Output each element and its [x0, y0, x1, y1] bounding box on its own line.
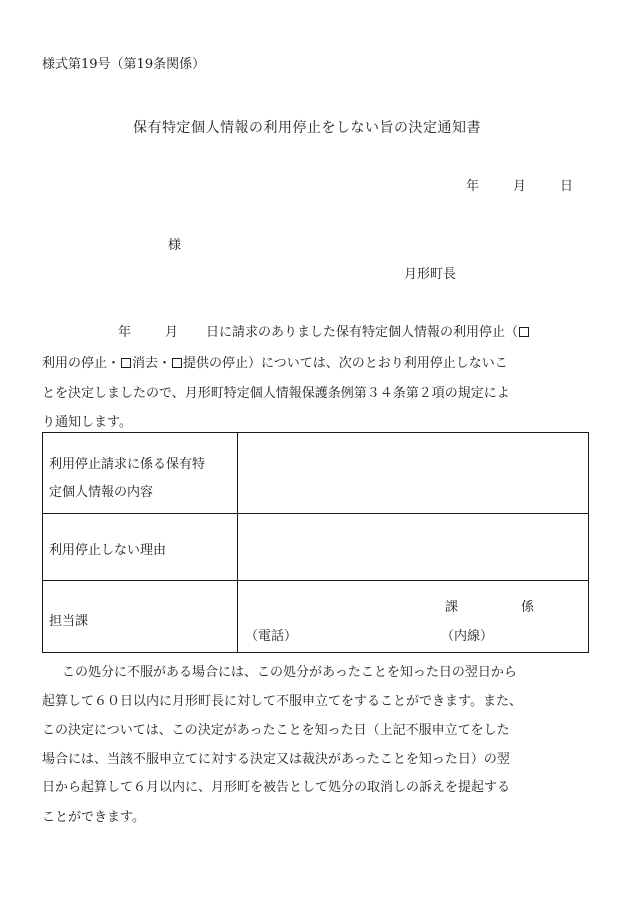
extension-label: （内線） — [441, 629, 494, 644]
date-day-label: 日 — [560, 179, 574, 194]
staff-label: 係 — [521, 600, 535, 615]
table-column-divider — [237, 433, 238, 652]
table-row-divider-1 — [43, 513, 588, 514]
row3-label: 担当課 — [49, 614, 89, 629]
intro-month-label: 月 — [165, 325, 179, 340]
option-provision-stop-label: 提供の停止）については、次のとおり利用停止しないこ — [183, 356, 508, 371]
form-number: 様式第19号（第19条関係） — [42, 57, 206, 72]
addressee-suffix: 様 — [168, 238, 182, 253]
intro-line-2 — [42, 352, 508, 371]
table-row-divider-2 — [43, 580, 588, 581]
notice-line-4: 場合には、当該不服申立てに対する決定又は裁決があったことを知った日）の翌 — [42, 752, 510, 767]
row1-label-line-2: 定個人情報の内容 — [49, 485, 154, 500]
document-title: 保有特定個人情報の利用停止をしない旨の決定通知書 — [133, 120, 481, 136]
checkbox-provision-stop[interactable] — [172, 358, 182, 368]
row1-label-line-1: 利用停止請求に係る保有特 — [49, 457, 206, 472]
info-table — [42, 432, 589, 653]
notice-line-2: 起算して６０日以内に月形町長に対して不服申立てをすることができます。また、 — [42, 694, 522, 709]
section-label: 課 — [445, 600, 459, 615]
notice-line-6: ことができます。 — [42, 810, 145, 825]
intro-line-1-text: 日に請求のありました保有特定個人情報の利用停止（ — [206, 325, 519, 340]
row2-label: 利用停止しない理由 — [49, 543, 167, 558]
intro-line-1 — [42, 321, 530, 340]
intro-line-4: り通知します。 — [42, 415, 132, 430]
phone-label: （電話） — [245, 629, 298, 644]
notice-line-5: 日から起算して６月以内に、月形町を被告として処分の取消しの訴えを提起する — [42, 780, 511, 795]
intro-year-label: 年 — [118, 325, 132, 340]
intro-line-3: とを決定しましたので、月形町特定個人情報保護条例第３４条第２項の規定によ — [42, 386, 510, 401]
checkbox-usage-stop[interactable] — [519, 327, 529, 337]
checkbox-erasure[interactable] — [121, 358, 131, 368]
issuer-name: 月形町長 — [404, 267, 457, 282]
date-year-label: 年 — [466, 179, 480, 194]
option-erasure-label: 消去・ — [132, 356, 172, 371]
date-month-label: 月 — [513, 179, 527, 194]
notice-line-3: この決定については、この決定があったことを知った日（上記不服申立てをした — [42, 723, 510, 738]
option-usage-stop-label: 利用の停止・ — [42, 356, 121, 371]
notice-line-1: この処分に不服がある場合には、この処分があったことを知った日の翌日から — [62, 665, 517, 680]
